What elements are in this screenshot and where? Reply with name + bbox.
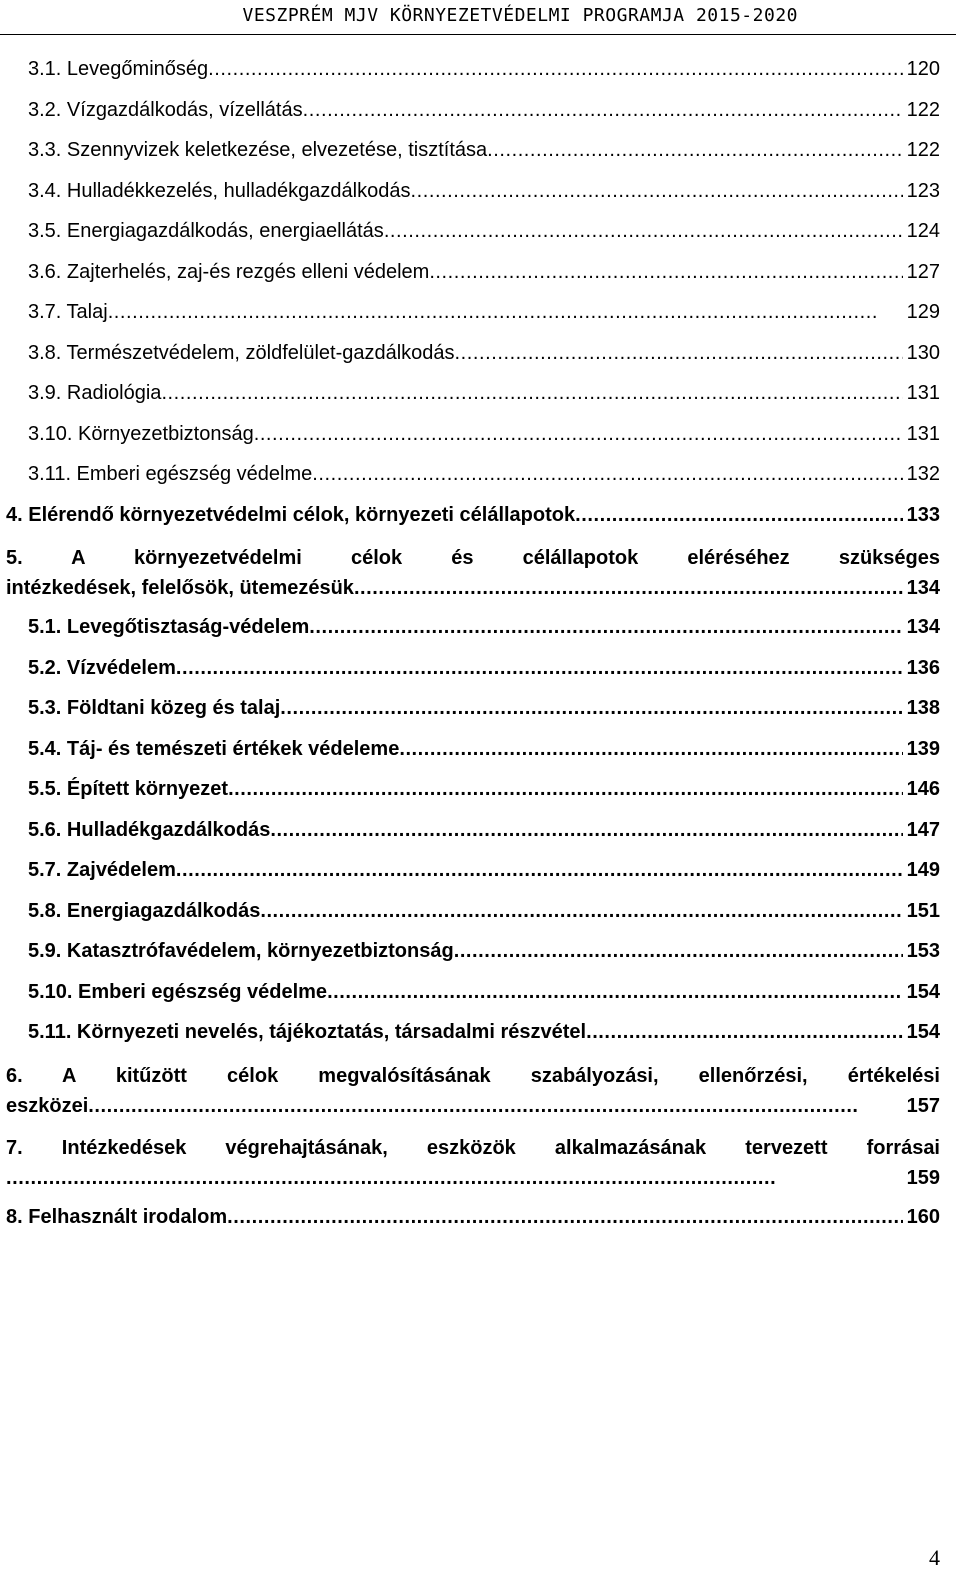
toc-entry-title: 3.8. Természetvédelem, zöldfelület-gazdálkodás xyxy=(28,341,455,364)
toc-entry-title: 5.3. Földtani közeg és talaj xyxy=(28,697,281,719)
toc-entry[interactable] xyxy=(6,769,940,810)
toc-page-number: 132 xyxy=(906,463,940,485)
toc-entry-title: 5.11. Környezeti nevelés, tájékoztatás, társadalmi részvétel xyxy=(28,1021,587,1043)
toc-entry-title: 3.10. Környezetbiztonság xyxy=(28,422,254,445)
toc-entry-title-line2: intézkedések, felelősök, ütemezésük xyxy=(6,577,354,599)
toc-page-number: 149 xyxy=(906,859,940,881)
toc-entry[interactable] xyxy=(6,211,940,252)
toc-entry[interactable] xyxy=(6,850,940,891)
toc-entry-title: 5.2. Vízvédelem xyxy=(28,656,176,679)
toc-entry-title: 5.8. Energiagazdálkodás xyxy=(28,899,261,922)
toc-entry[interactable] xyxy=(6,1012,940,1053)
dot-leader xyxy=(270,810,902,850)
toc-entry[interactable] xyxy=(6,333,940,374)
toc-entry-title: 3.7. Talaj xyxy=(28,301,108,323)
toc-page-number: 123 xyxy=(906,179,940,202)
toc-entry-title: 5.10. Emberi egészség védelme xyxy=(28,980,328,1003)
dot-leader xyxy=(575,495,903,535)
toc-entry-title-line1: 5. A környezetvédelmi célok és célállapotok eléréséhez szükséges xyxy=(6,547,940,569)
dot-leader xyxy=(208,49,902,89)
toc-entry[interactable] xyxy=(6,414,940,455)
toc-page-number: 129 xyxy=(906,301,940,323)
toc-entry[interactable] xyxy=(6,729,940,770)
toc-page-number: 136 xyxy=(906,656,940,679)
running-header: VESZPRÉM MJV KÖRNYEZETVÉDELMI PROGRAMJA 2015-2020 xyxy=(242,5,798,26)
toc-page-number: 122 xyxy=(906,139,940,161)
dot-leader xyxy=(176,850,903,890)
toc-page-number: 120 xyxy=(906,58,940,80)
toc-page-number: 134 xyxy=(906,577,940,599)
toc-page-number: 151 xyxy=(906,899,940,922)
dot-leader xyxy=(487,130,903,170)
dot-leader xyxy=(161,373,902,413)
dot-leader xyxy=(309,607,902,647)
toc-entry[interactable] xyxy=(6,1053,940,1125)
toc-entry[interactable] xyxy=(6,607,940,648)
dot-leader xyxy=(303,90,903,130)
toc-page-number: 146 xyxy=(906,778,940,800)
toc-entry-title: 5.5. Épített környezet xyxy=(28,778,229,800)
toc-entry-title: 5.7. Zajvédelem xyxy=(28,859,176,881)
dot-leader xyxy=(280,688,902,728)
toc-page-number: 153 xyxy=(906,940,940,962)
toc-entry-title: 3.9. Radiológia xyxy=(28,382,162,404)
dot-leader xyxy=(227,1197,902,1237)
dot-leader xyxy=(410,171,902,211)
dot-leader xyxy=(454,931,903,971)
toc-entry[interactable] xyxy=(6,810,940,851)
toc-entry[interactable] xyxy=(6,535,940,607)
dot-leader xyxy=(399,729,902,769)
toc-entry-title-line1: 7. Intézkedések végrehajtásának, eszközök alkalmazásának tervezett forrásai xyxy=(6,1136,940,1159)
toc-entry-title: 5.1. Levegőtisztaság-védelem xyxy=(28,616,310,638)
toc-entry[interactable] xyxy=(6,171,940,212)
dot-leader xyxy=(312,454,902,494)
header-rule xyxy=(0,34,956,35)
toc-entry-title: 8. Felhasznált irodalom xyxy=(6,1205,228,1228)
toc-entry-title: 3.5. Energiagazdálkodás, energiaellátás xyxy=(28,220,384,242)
toc-entry[interactable] xyxy=(6,454,940,495)
toc-entry[interactable] xyxy=(6,495,940,536)
toc-entry-title: 3.2. Vízgazdálkodás, vízellátás xyxy=(28,98,303,121)
toc-entry[interactable] xyxy=(6,90,940,131)
toc-page-number: 124 xyxy=(906,220,940,242)
toc-entry[interactable] xyxy=(6,648,940,689)
toc-page-number: 159 xyxy=(906,1166,940,1189)
dot-leader xyxy=(384,211,903,251)
dot-leader xyxy=(260,891,902,931)
toc-entry-title-line1: 6. A kitűzött célok megvalósításának szabályozási, ellenőrzési, értékelési xyxy=(6,1064,940,1087)
dot-leader xyxy=(354,573,903,603)
toc-entry-title: 5.9. Katasztrófavédelem, környezetbiztonság xyxy=(28,940,454,962)
toc-entry-title: 3.11. Emberi egészség védelme xyxy=(28,463,313,485)
toc-entry[interactable] xyxy=(6,972,940,1013)
toc-entry[interactable] xyxy=(6,688,940,729)
toc-page-number: 154 xyxy=(906,1021,940,1043)
toc-entry[interactable] xyxy=(6,931,940,972)
toc-entry-title: 3.1. Levegőminőség xyxy=(28,58,209,80)
toc-page-number: 147 xyxy=(906,818,940,841)
dot-leader xyxy=(6,1163,903,1193)
toc-entry-title: 4. Elérendő környezetvédelmi célok, környezeti célállapotok xyxy=(6,503,576,526)
toc-page-number: 130 xyxy=(906,341,940,364)
toc-entry[interactable] xyxy=(6,292,940,333)
toc-page-number: 131 xyxy=(906,422,940,445)
toc-entry[interactable] xyxy=(6,130,940,171)
toc-entry[interactable] xyxy=(6,373,940,414)
toc-page-number: 122 xyxy=(906,98,940,121)
toc-entry-title: 3.3. Szennyvizek keletkezése, elvezetése, tisztítása xyxy=(28,139,488,161)
toc-page-number: 138 xyxy=(906,697,940,719)
toc-page-number: 127 xyxy=(906,260,940,283)
dot-leader xyxy=(429,252,902,292)
toc-page-number: 157 xyxy=(906,1094,940,1117)
toc-page-number: 134 xyxy=(906,616,940,638)
toc-entry-title-line2: eszközei xyxy=(6,1094,89,1117)
toc-page-number: 139 xyxy=(906,737,940,760)
dot-leader xyxy=(327,972,903,1012)
table-of-contents xyxy=(6,49,940,1237)
page-number: 4 xyxy=(929,1545,940,1570)
dot-leader xyxy=(455,333,903,373)
toc-page-number: 154 xyxy=(906,980,940,1003)
dot-leader xyxy=(108,292,903,332)
toc-entry[interactable] xyxy=(6,1125,940,1197)
toc-entry[interactable] xyxy=(6,252,940,293)
toc-entry[interactable] xyxy=(6,1197,940,1238)
dot-leader xyxy=(586,1012,903,1052)
toc-entry-title: 5.6. Hulladékgazdálkodás xyxy=(28,818,271,841)
dot-leader xyxy=(228,769,903,809)
dot-leader xyxy=(176,648,903,688)
toc-page-number: 133 xyxy=(906,503,940,526)
toc-entry[interactable] xyxy=(6,891,940,932)
dot-leader xyxy=(88,1091,902,1121)
toc-entry-title: 3.4. Hulladékkezelés, hulladékgazdálkodás xyxy=(28,179,411,202)
toc-entry-title: 3.6. Zajterhelés, zaj-és rezgés elleni védelem xyxy=(28,260,430,283)
toc-entry[interactable] xyxy=(6,49,940,90)
toc-page-number: 131 xyxy=(906,382,940,404)
toc-page-number: 160 xyxy=(906,1205,940,1228)
dot-leader xyxy=(254,414,903,454)
toc-entry-title: 5.4. Táj- és temészeti értékek védeleme xyxy=(28,737,400,760)
